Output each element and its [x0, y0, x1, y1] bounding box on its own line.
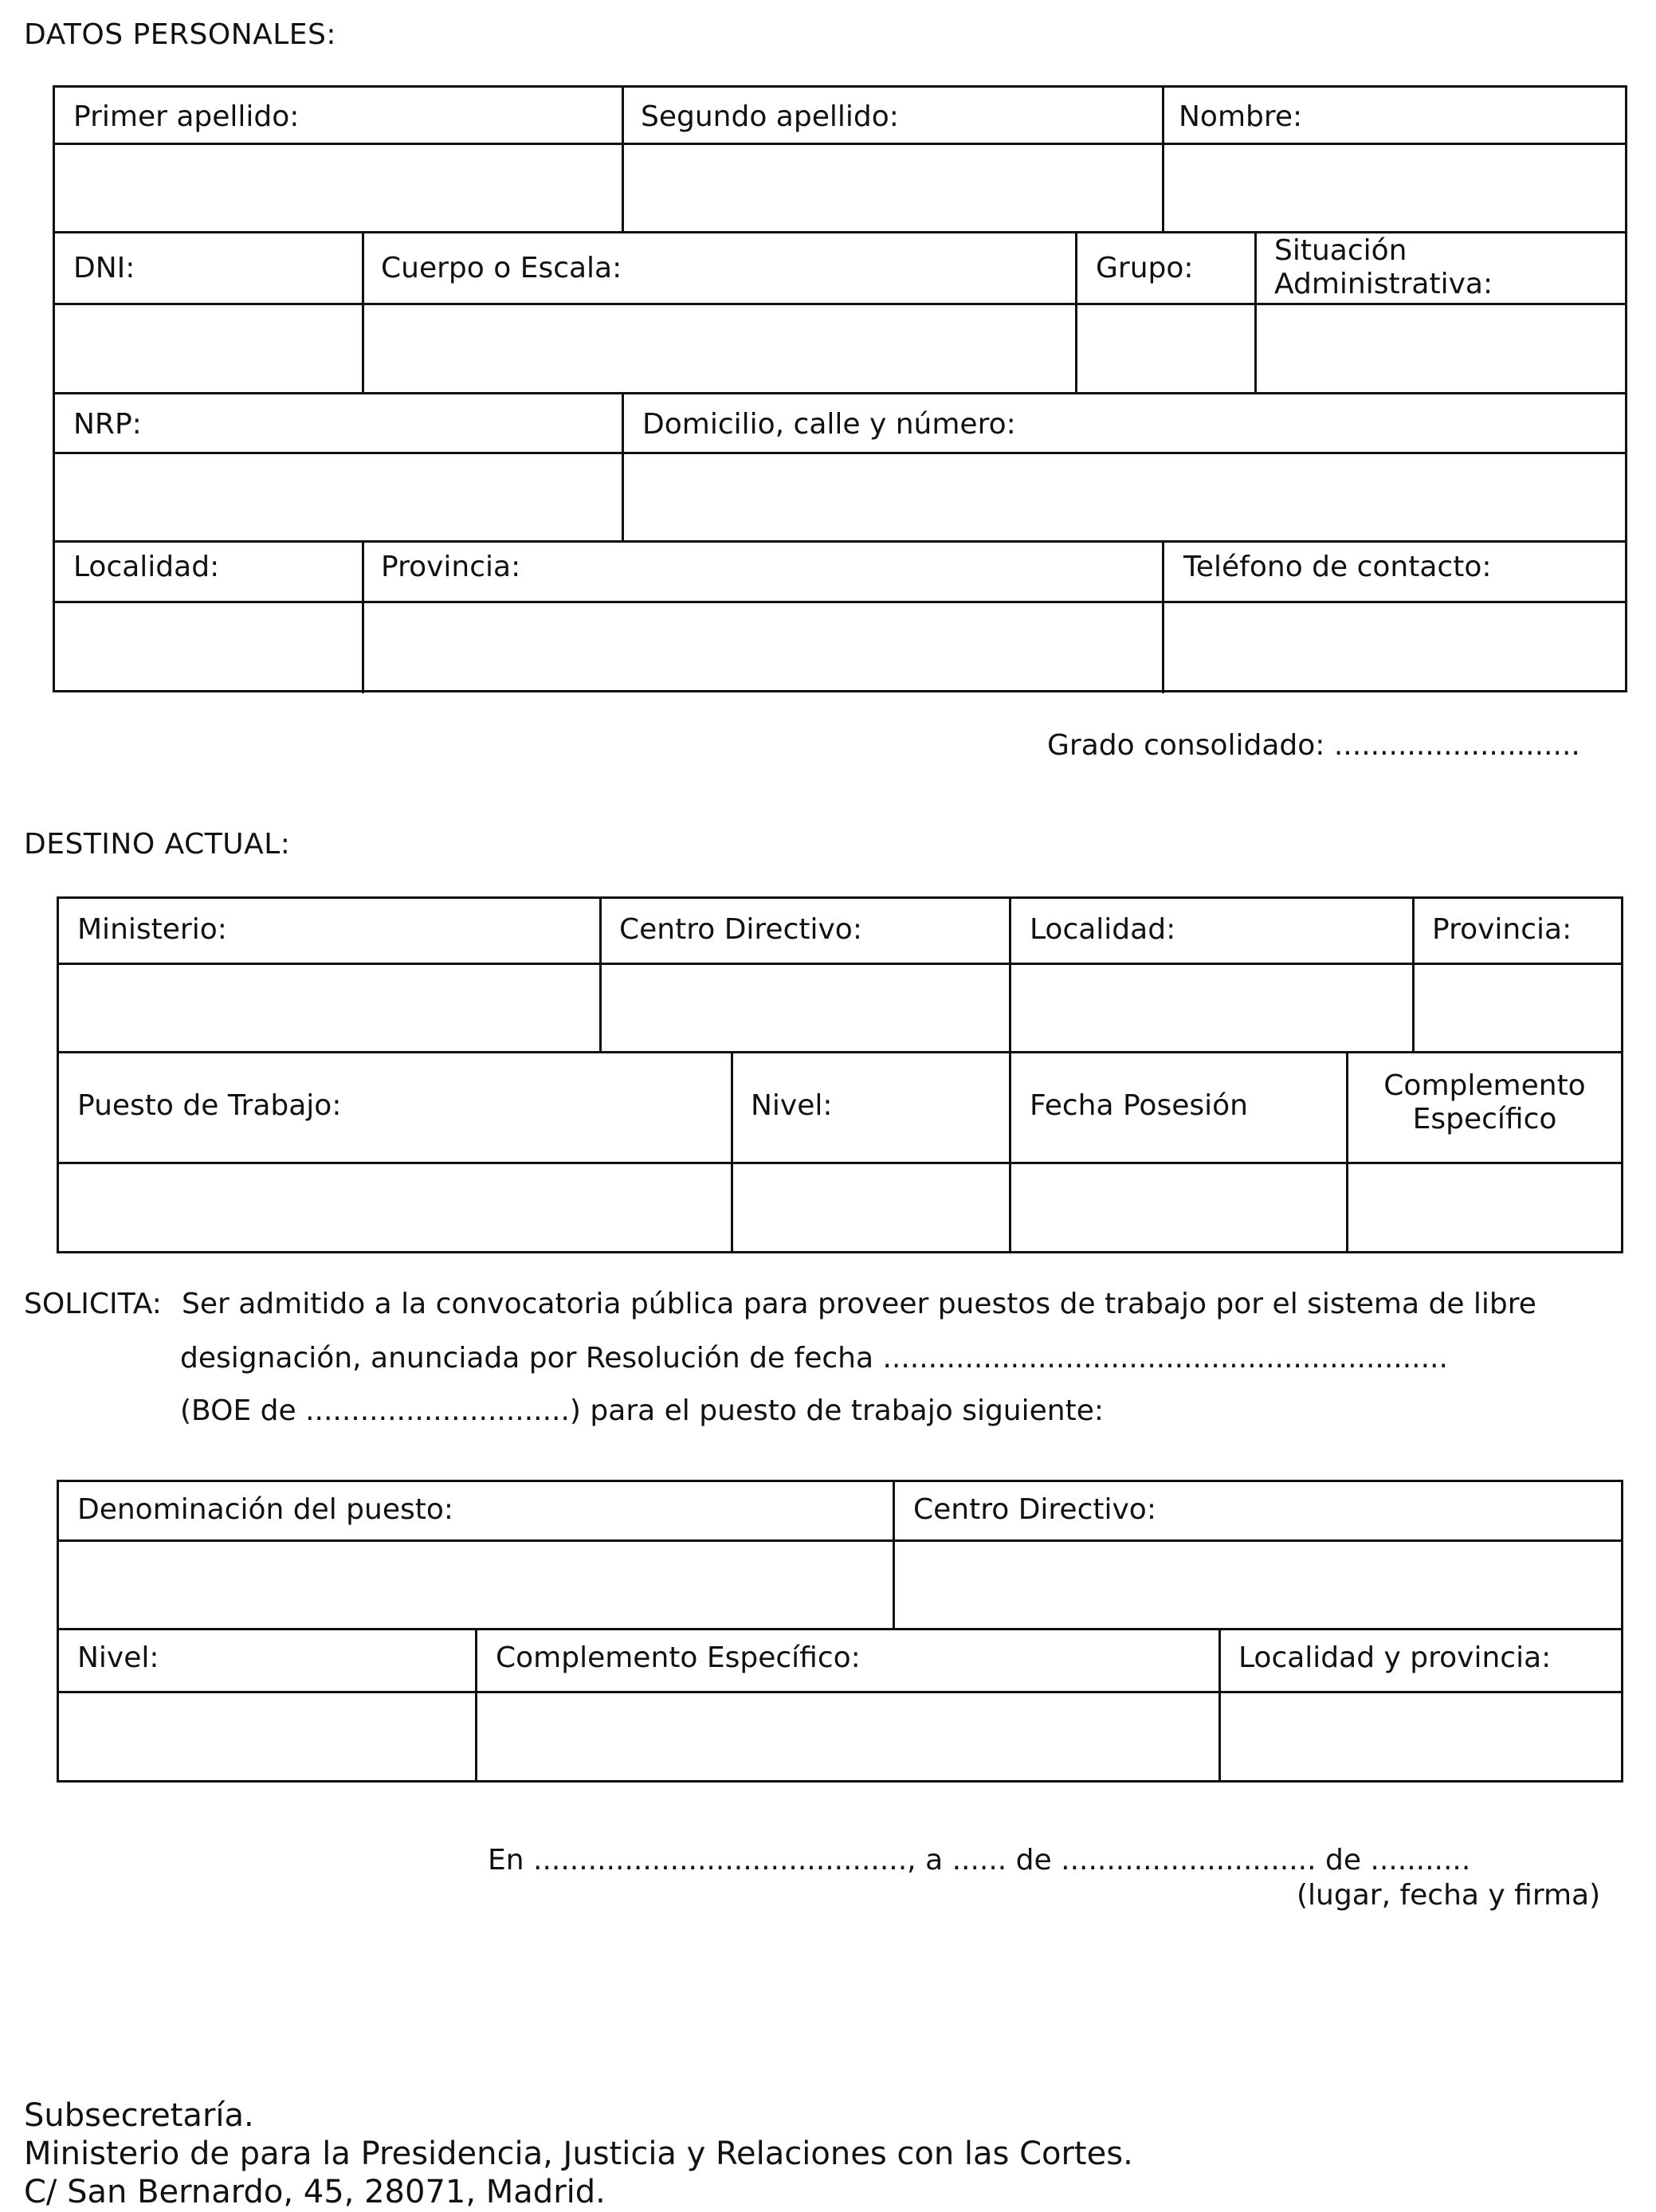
nivel-label: Nivel: — [77, 1641, 159, 1674]
segundo-apellido-field[interactable] — [624, 145, 1162, 231]
firma-line: En ........................................., a ...... de ............................ de ........... — [488, 1844, 1471, 1877]
localidad-label: Localidad: — [73, 551, 220, 583]
provincia-label: Provincia: — [1432, 913, 1572, 946]
solicita-label: SOLICITA: — [24, 1288, 162, 1320]
complemento-field[interactable] — [1348, 1164, 1621, 1251]
denominacion-label: Denominación del puesto: — [77, 1493, 454, 1526]
situacion-label-line1: Situación — [1274, 234, 1407, 267]
centro-directivo-field[interactable] — [602, 965, 1009, 1051]
solicita-line-3: (BOE de .............................) para el puesto de trabajo siguiente: — [180, 1394, 1104, 1427]
nivel-field[interactable] — [59, 1693, 475, 1780]
primer-apellido-field[interactable] — [55, 145, 622, 231]
domicilio-label: Domicilio, calle y número: — [642, 408, 1016, 441]
centro-directivo-label: Centro Directivo: — [913, 1493, 1156, 1526]
grupo-label: Grupo: — [1096, 252, 1194, 284]
situacion-field[interactable] — [1257, 305, 1625, 392]
denominacion-field[interactable] — [59, 1542, 893, 1628]
complemento-field[interactable] — [477, 1693, 1218, 1780]
complemento-label-line1: Complemento — [1383, 1069, 1586, 1102]
row-divider — [55, 231, 1625, 233]
segundo-apellido-label: Segundo apellido: — [641, 100, 899, 133]
destino-table — [57, 896, 1623, 1253]
row-divider — [59, 1051, 1621, 1053]
complemento-label-line2: Específico — [1412, 1103, 1557, 1135]
primer-apellido-label: Primer apellido: — [73, 100, 300, 133]
row-divider — [59, 1628, 1621, 1630]
provincia-label: Provincia: — [381, 551, 521, 583]
nombre-label: Nombre: — [1179, 100, 1303, 133]
cuerpo-escala-label: Cuerpo o Escala: — [381, 252, 622, 284]
row-divider — [55, 540, 1625, 543]
provincia-field[interactable] — [364, 603, 1162, 690]
puesto-solicitado-table — [57, 1480, 1623, 1783]
nrp-field[interactable] — [55, 454, 622, 540]
localidad-provincia-label: Localidad y provincia: — [1238, 1641, 1552, 1674]
telefono-field[interactable] — [1164, 603, 1625, 690]
localidad-provincia-field[interactable] — [1221, 1693, 1621, 1780]
firma-caption: (lugar, fecha y firma) — [1297, 1879, 1601, 1912]
solicita-line-1: Ser admitido a la convocatoria pública para proveer puestos de trabajo por el sistema de libre — [182, 1288, 1536, 1320]
dni-field[interactable] — [55, 305, 362, 392]
solicita-line-2: designación, anunciada por Resolución de fecha .............................................................. — [180, 1342, 1448, 1375]
localidad-field[interactable] — [55, 603, 362, 690]
nivel-label: Nivel: — [751, 1089, 833, 1122]
puesto-trabajo-label: Puesto de Trabajo: — [77, 1089, 342, 1122]
nombre-field[interactable] — [1164, 145, 1625, 231]
provincia-field[interactable] — [1415, 965, 1621, 1051]
localidad-field[interactable] — [1011, 965, 1412, 1051]
centro-directivo-label: Centro Directivo: — [619, 913, 862, 946]
puesto-trabajo-field[interactable] — [59, 1164, 731, 1251]
nrp-label: NRP: — [73, 408, 142, 441]
ministerio-field[interactable] — [59, 965, 599, 1051]
telefono-label: Teléfono de contacto: — [1183, 551, 1492, 583]
footer-line-2: Ministerio de para la Presidencia, Justicia y Relaciones con las Cortes. — [24, 2136, 1133, 2172]
nivel-field[interactable] — [733, 1164, 1009, 1251]
fecha-posesion-field[interactable] — [1011, 1164, 1346, 1251]
complemento-label: Complemento Específico: — [496, 1641, 861, 1674]
personal-data-table — [53, 85, 1627, 692]
dni-label: DNI: — [73, 252, 135, 284]
personal-section-title: DATOS PERSONALES: — [24, 18, 337, 51]
domicilio-field[interactable] — [624, 454, 1625, 540]
fecha-posesion-label: Fecha Posesión — [1030, 1089, 1248, 1122]
centro-directivo-field[interactable] — [895, 1542, 1621, 1628]
ministerio-label: Ministerio: — [77, 913, 227, 946]
grado-consolidado: Grado consolidado: ........................... — [1047, 729, 1580, 762]
row-divider — [55, 392, 1625, 394]
destino-section-title: DESTINO ACTUAL: — [24, 828, 291, 861]
footer-line-1: Subsecretaría. — [24, 2097, 254, 2134]
footer-line-3: C/ San Bernardo, 45, 28071, Madrid. — [24, 2174, 606, 2210]
situacion-label-line2: Administrativa: — [1274, 268, 1493, 300]
grupo-field[interactable] — [1077, 305, 1254, 392]
cuerpo-escala-field[interactable] — [364, 305, 1075, 392]
localidad-label: Localidad: — [1030, 913, 1176, 946]
